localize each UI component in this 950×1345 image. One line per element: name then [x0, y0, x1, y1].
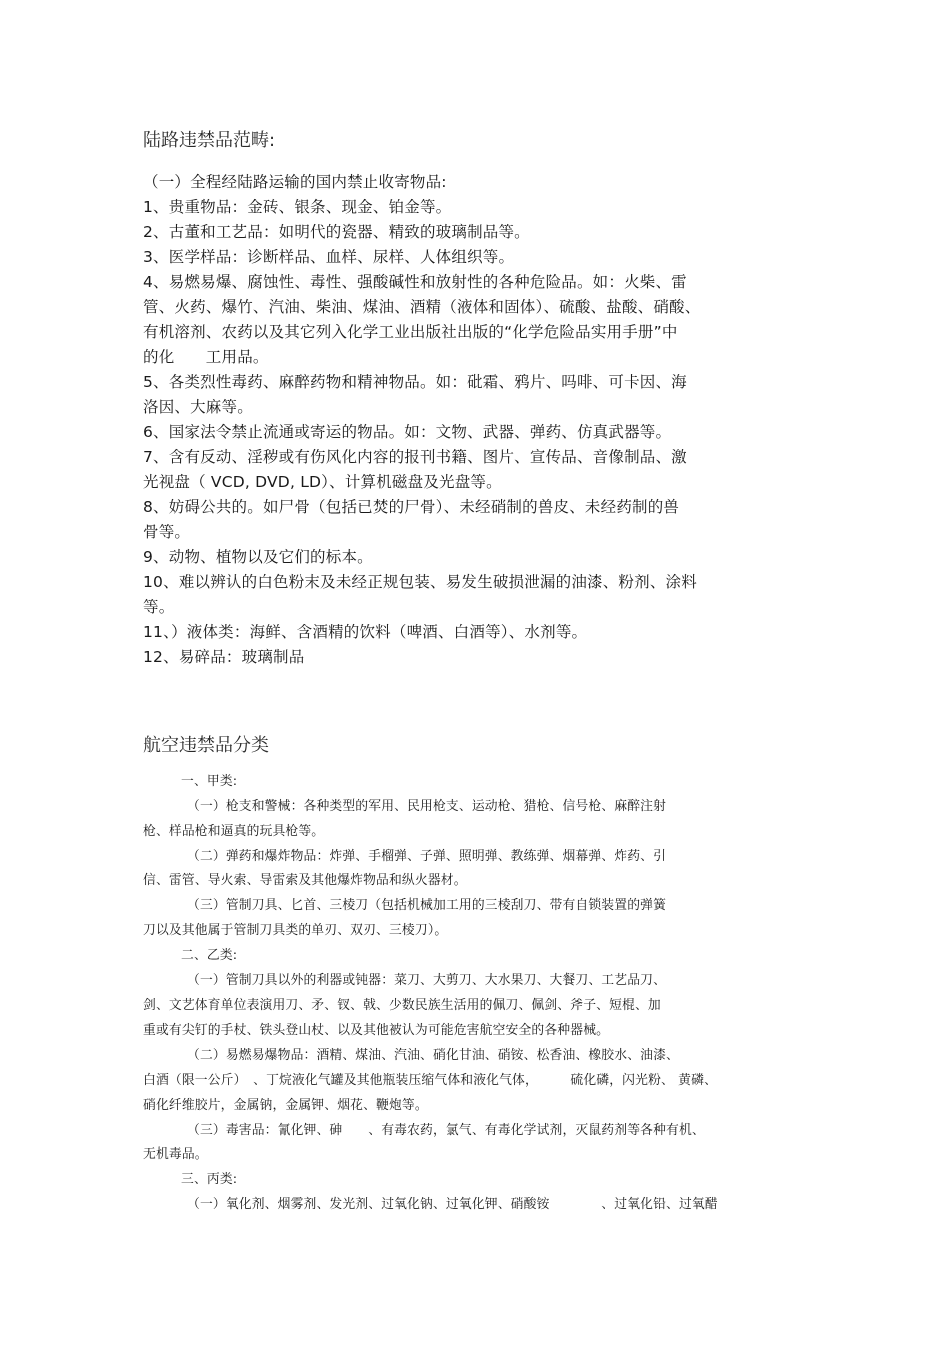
air-line: 三、丙类:	[181, 1172, 238, 1187]
air-line: 一、甲类:	[181, 774, 238, 789]
land-line: 骨等。	[143, 523, 191, 541]
air-line: （一）管制刀具以外的利器或钝器：菜刀、大剪刀、大水果刀、大餐刀、工艺品刀、	[187, 973, 667, 988]
air-line: 枪、样品枪和逼真的玩具枪等。	[143, 824, 325, 839]
land-line: （一）全程经陆路运输的国内禁止收寄物品:	[143, 173, 447, 191]
land-line: 6、国家法令禁止流通或寄运的物品。如：文物、武器、弹药、仿真武器等。	[143, 423, 672, 441]
land-line: 等。	[143, 598, 175, 616]
land-line: 12、易碎品：玻璃制品	[143, 648, 305, 666]
land-line: 9、动物、植物以及它们的标本。	[143, 548, 373, 566]
land-line: 有机溶剂、农药以及其它列入化学工业出版社出版的“化学危险品实用手册”中	[143, 323, 678, 341]
land-line: 7、含有反动、淫秽或有伤风化内容的报刊书籍、图片、宣传品、音像制品、激	[143, 448, 687, 466]
air-line: 硝化纤维胶片，金属钠，金属钾、烟花、鞭炮等。	[143, 1098, 428, 1113]
land-line: 的化 工用品。	[143, 348, 269, 366]
land-line: 1、贵重物品：金砖、银条、现金、铂金等。	[143, 198, 452, 216]
air-line: （三）毒害品：氰化钾、砷 、有毒农药，氯气、有毒化学试剂，灭鼠药剂等各种有机、	[187, 1123, 705, 1138]
land-section-title: 陆路违禁品范畴:	[143, 130, 276, 151]
air-line: 二、乙类:	[181, 948, 238, 963]
air-line: （二）易燃易爆物品：酒精、煤油、汽油、硝化甘油、硝铵、松香油、橡胶水、油漆、	[187, 1048, 679, 1063]
land-line: 管、火药、爆竹、汽油、柴油、煤油、酒精（液体和固体）、硫酸、盐酸、硝酸、	[143, 298, 701, 316]
air-line: 刀以及其他属于管制刀具类的单刃、双刃、三棱刀）。	[143, 923, 448, 938]
land-line: 11、）液体类：海鲜、含酒精的饮料（啤酒、白酒等）、水剂等。	[143, 623, 588, 641]
air-line: 信、雷管、导火索、导雷索及其他爆炸物品和纵火器材。	[143, 873, 467, 888]
air-line: 无机毒品。	[143, 1147, 208, 1162]
land-line: 10、难以辨认的白色粉末及未经正规包装、易发生破损泄漏的油漆、粉剂、涂料	[143, 573, 697, 591]
air-section-title: 航空违禁品分类	[143, 735, 269, 756]
land-line: 2、古董和工艺品：如明代的瓷器、精致的玻璃制品等。	[143, 223, 530, 241]
land-line: 8、妨碍公共的。如尸骨（包括已焚的尸骨）、未经硝制的兽皮、未经药制的兽	[143, 498, 680, 516]
land-line: 洛因、大麻等。	[143, 398, 253, 416]
land-line: 4、易燃易爆、腐蚀性、毒性、强酸碱性和放射性的各种危险品。如：火柴、雷	[143, 273, 687, 291]
air-line: （三）管制刀具、匕首、三棱刀（包括机械加工用的三棱刮刀、带有自锁装置的弹簧	[187, 898, 667, 913]
air-line: （二）弹药和爆炸物品：炸弹、手榴弹、子弹、照明弹、教练弹、烟幕弹、炸药、引	[187, 849, 667, 864]
land-line: 5、各类烈性毒药、麻醉药物和精神物品。如：砒霜、鸦片、吗啡、可卡因、海	[143, 373, 687, 391]
air-line: 重或有尖钉的手杖、铁头登山杖、以及其他被认为可能危害航空安全的各种器械。	[143, 1023, 610, 1038]
air-line: 剑、文艺体育单位表演用刀、矛、钗、戟、少数民族生活用的佩刀、佩剑、斧子、短棍、加	[143, 998, 661, 1013]
air-line: （一）氧化剂、烟雾剂、发光剂、过氧化钠、过氧化钾、硝酸铵 、过氧化铅、过氧醋	[187, 1197, 718, 1212]
land-line: 光视盘（ VCD, DVD, LD）、计算机磁盘及光盘等。	[143, 473, 502, 491]
air-line: （一）枪支和警械：各种类型的军用、民用枪支、运动枪、猎枪、信号枪、麻醉注射	[187, 799, 667, 814]
air-line: 白酒（限一公斤） 、丁烷液化气罐及其他瓶装压缩气体和液化气体， 硫化磷，闪光粉、 黄磷、	[143, 1073, 718, 1088]
land-line: 3、医学样品：诊断样品、血样、尿样、人体组织等。	[143, 248, 515, 266]
